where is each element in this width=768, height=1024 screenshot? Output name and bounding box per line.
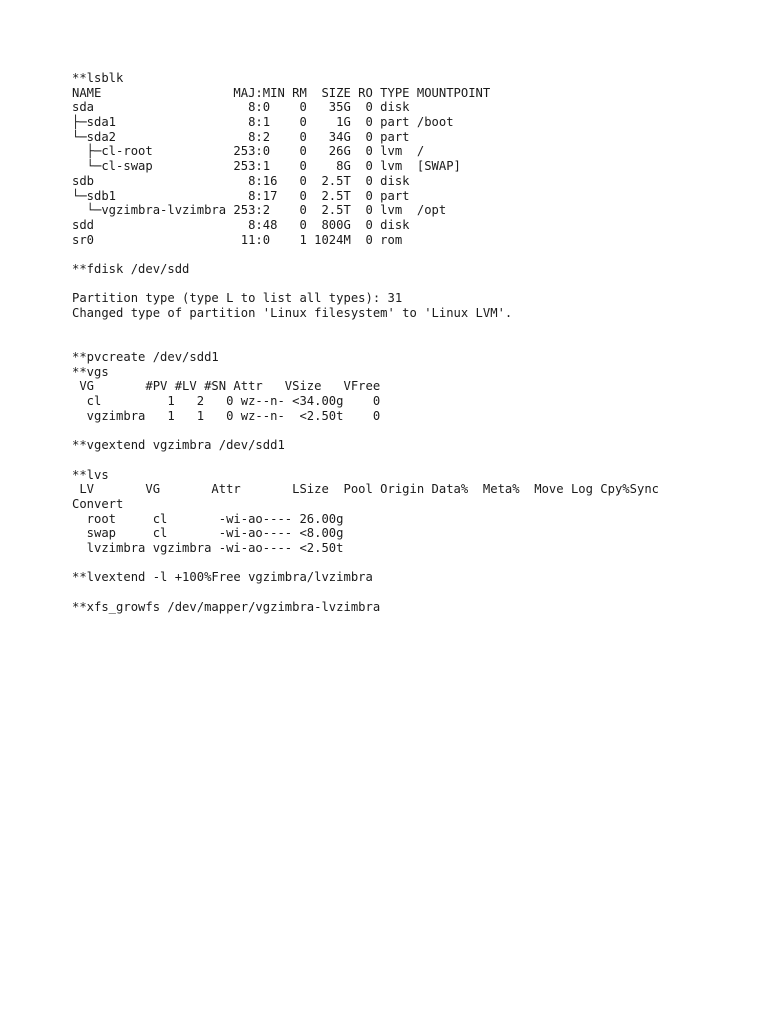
- vgs-header-row: VG #PV #LV #SN Attr VSize VFree: [72, 379, 381, 394]
- blank-line: [72, 277, 762, 292]
- blank-line: [72, 321, 762, 336]
- command-line-vgextend: **vgextend vgzimbra /dev/sdd1: [72, 438, 285, 453]
- lvs-row-lvzimbra: lvzimbra vgzimbra -wi-ao---- <2.50t: [72, 541, 344, 555]
- blank-line: [72, 424, 762, 439]
- lsblk-row-sr0: sr0 11:0 1 1024M 0 rom: [72, 232, 403, 247]
- blank-line: [72, 585, 762, 600]
- lvs-row-swap: swap cl -wi-ao---- <8.00g: [72, 526, 344, 541]
- lsblk-row-sdd: sdd 8:48 0 800G 0 disk: [72, 217, 410, 232]
- command-line-fdisk: **fdisk /dev/sdd: [72, 261, 190, 276]
- lsblk-row-sdb: sdb 8:16 0 2.5T 0 disk: [72, 173, 410, 188]
- lsblk-row-cl-root: ├─cl-root 253:0 0 26G 0 lvm /: [72, 144, 425, 159]
- document-body: [72, 71, 762, 614]
- command-line-vgs: **vgs: [72, 364, 109, 379]
- lsblk-row-sda1: ├─sda1 8:1 0 1G 0 part /boot: [72, 115, 454, 130]
- fdisk-output-line: Changed type of partition 'Linux filesystem' to 'Linux LVM'.: [72, 306, 513, 320]
- lsblk-row-sda2: └─sda2 8:2 0 34G 0 part: [72, 129, 410, 144]
- lvs-row-root: root cl -wi-ao---- 26.00g: [72, 511, 344, 526]
- command-line-lvs: **lvs: [72, 467, 109, 482]
- command-line-lvextend: **lvextend -l +100%Free vgzimbra/lvzimbra: [72, 570, 373, 585]
- blank-line: [72, 335, 762, 350]
- lsblk-row-vgzimbra-lvzimbra: └─vgzimbra-lvzimbra 253:2 0 2.5T 0 lvm /opt: [72, 203, 447, 218]
- lsblk-row-cl-swap: └─cl-swap 253:1 0 8G 0 lvm [SWAP]: [72, 159, 461, 174]
- vgs-row-cl: cl 1 2 0 wz--n- <34.00g 0: [72, 394, 381, 409]
- lsblk-row-sda: sda 8:0 0 35G 0 disk: [72, 100, 410, 115]
- command-line-pvcreate: **pvcreate /dev/sdd1: [72, 350, 219, 365]
- lvs-header-row-wrap: Convert: [72, 496, 124, 511]
- command-line-lsblk: **lsblk: [72, 71, 124, 85]
- command-line-xfs-growfs: **xfs_growfs /dev/mapper/vgzimbra-lvzimbra: [72, 599, 381, 614]
- lvs-header-row: LV VG Attr LSize Pool Origin Data% Meta% Move Log Cpy%Sync: [72, 482, 659, 497]
- lsblk-header-row: NAME MAJ:MIN RM SIZE RO TYPE MOUNTPOINT: [72, 85, 491, 100]
- lsblk-row-sdb1: └─sdb1 8:17 0 2.5T 0 part: [72, 188, 410, 203]
- blank-line: [72, 247, 762, 262]
- fdisk-output-line: Partition type (type L to list all types): 31: [72, 291, 403, 306]
- vgs-row-vgzimbra: vgzimbra 1 1 0 wz--n- <2.50t 0: [72, 408, 381, 423]
- blank-line: [72, 556, 762, 571]
- blank-line: [72, 453, 762, 468]
